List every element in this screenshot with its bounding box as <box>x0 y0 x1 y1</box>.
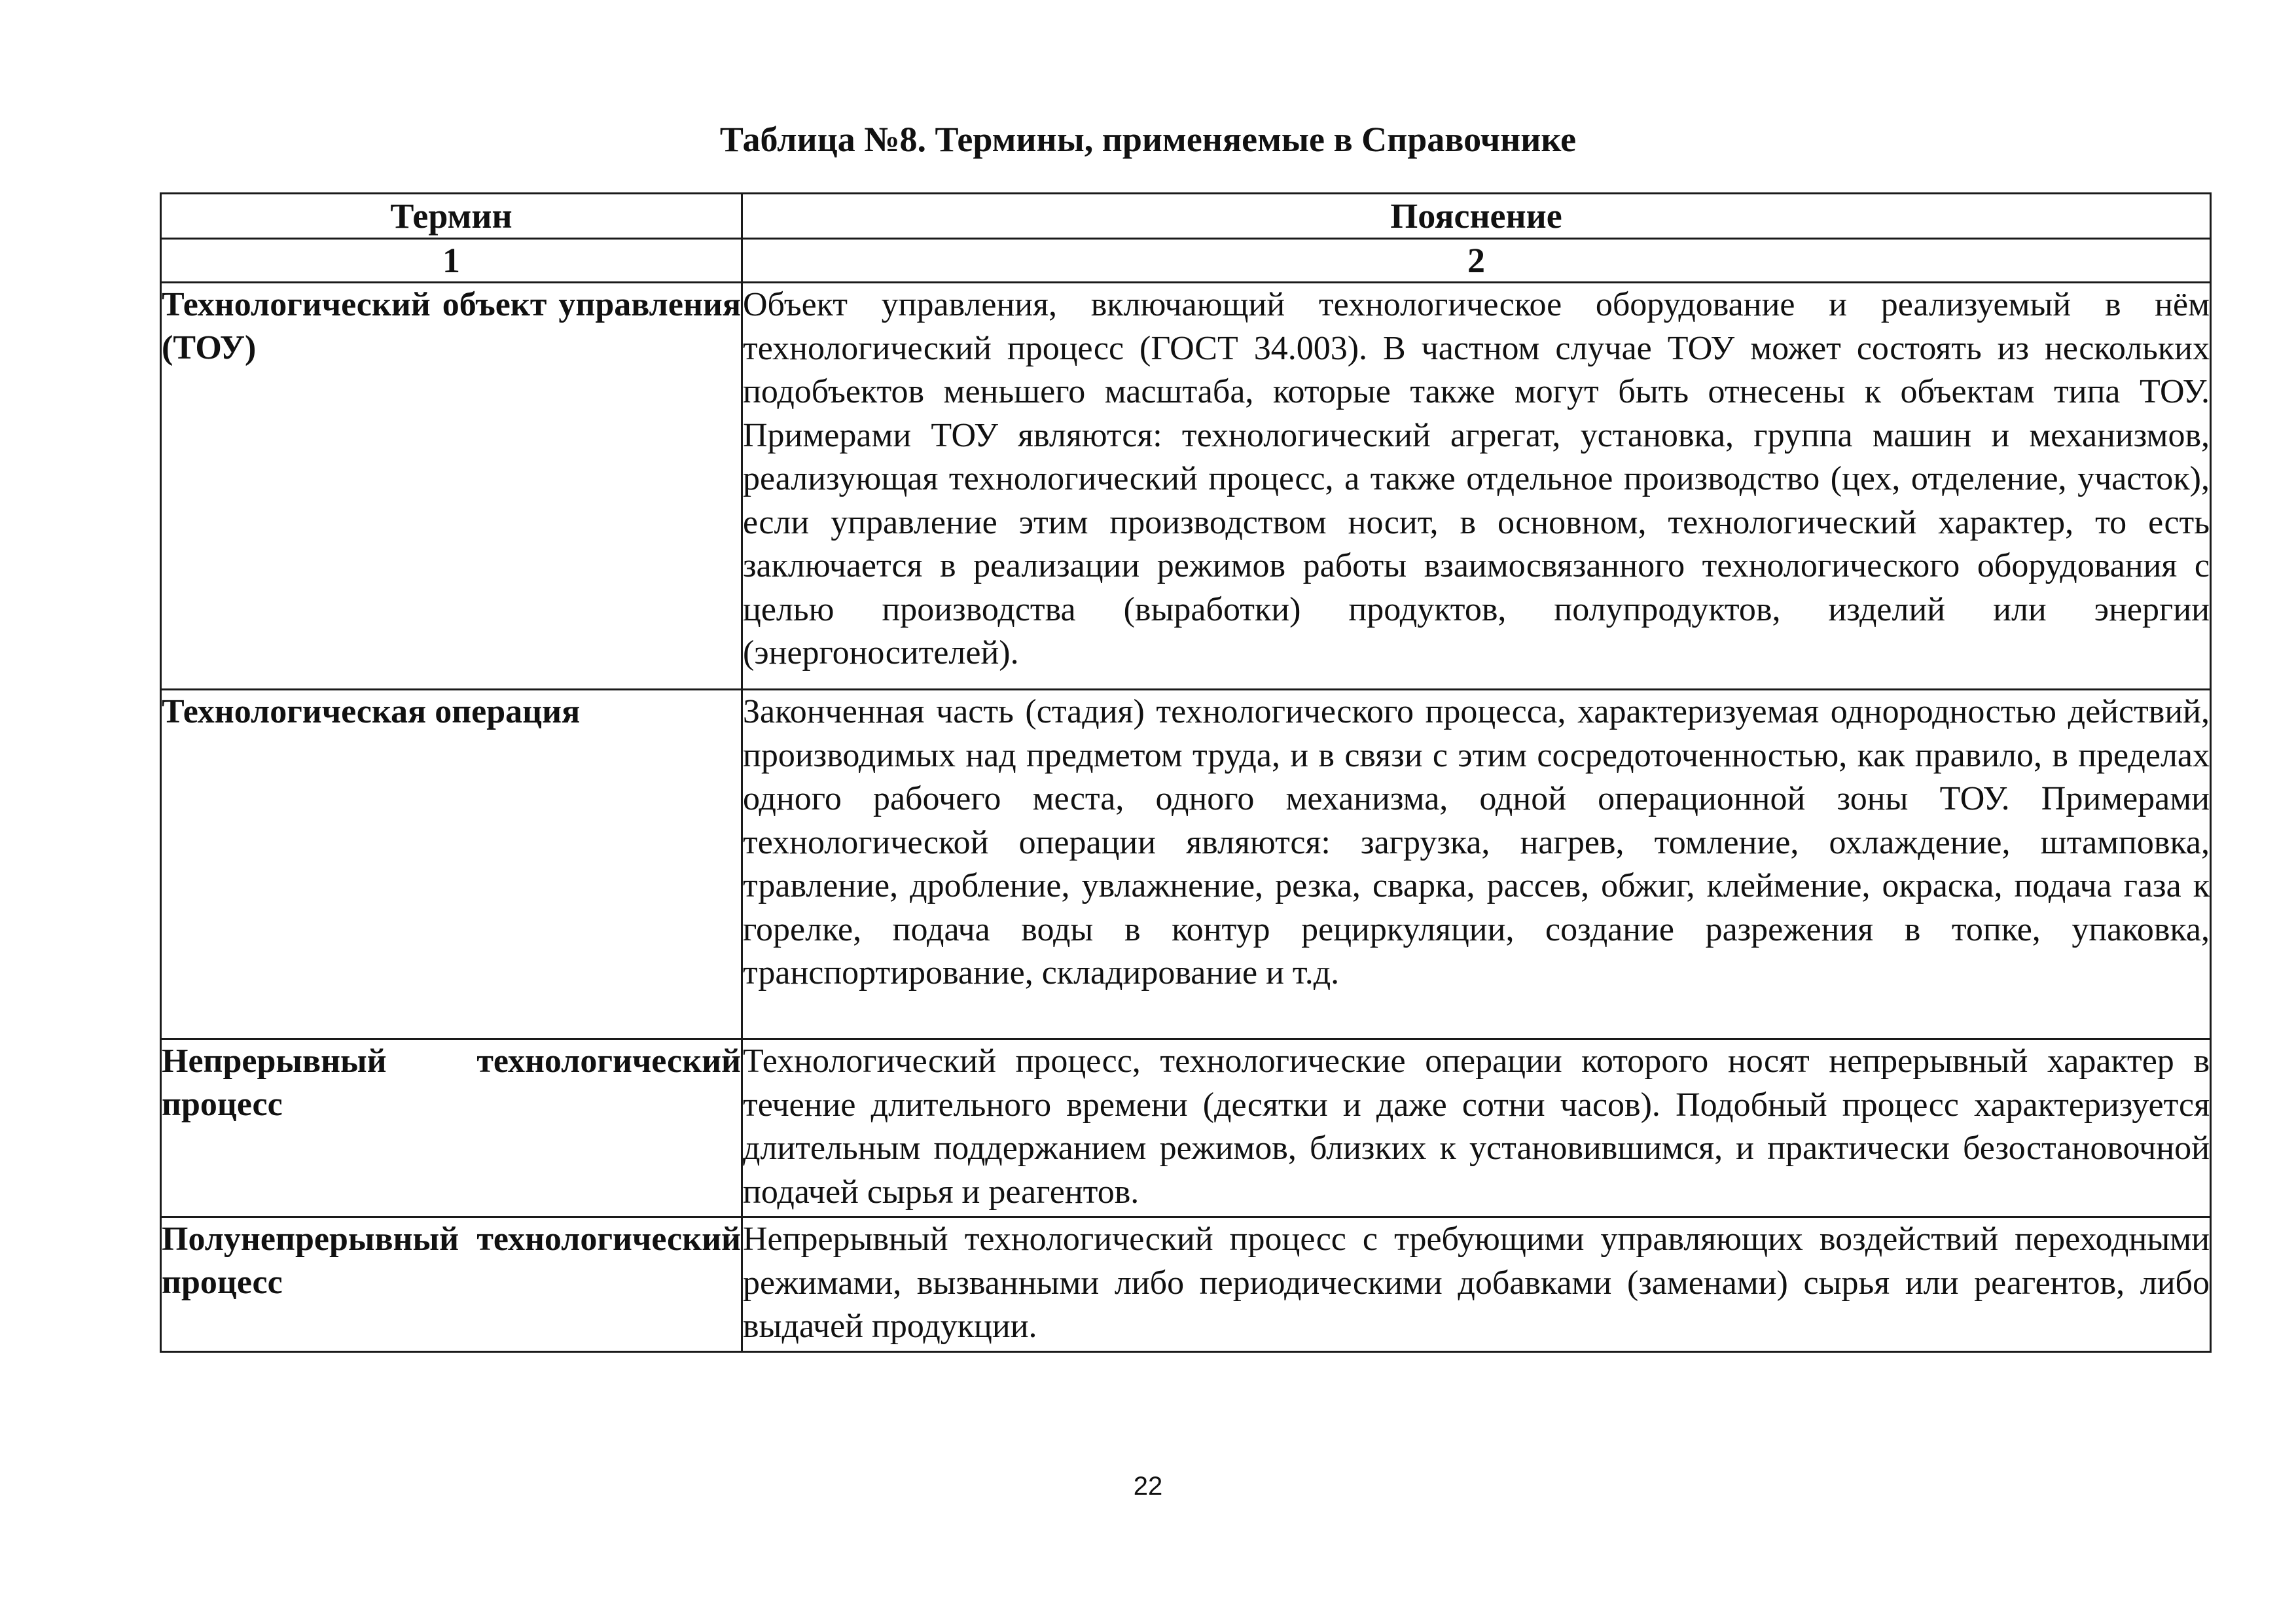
term-cell: Технологический объект управления (ТОУ) <box>161 283 742 690</box>
page-title: Таблица №8. Термины, применяемые в Справочнике <box>719 120 1577 159</box>
table-row <box>161 1039 2211 1217</box>
term-cell: Непрерывный технологический процесс <box>161 1039 742 1217</box>
page-number: 22 <box>1133 1472 1163 1501</box>
explanation-cell: Объект управления, включающий технологическое оборудование и реализуемый в нём технологический процесс (ГОСТ 34.003). В частном случае ТОУ может состоять из нескольких подобъектов меньшего масштаба, которые также могут быть отнесены к объектам типа ТОУ. Примерами ТОУ являются: технологический агрегат, установка, группа машин и механизмов, реализующая технологический процесс, а также отдельное производство (цех, отделение, участок), если управление этим производством носит, в основном, технологический характер, то есть заключается в реализации режимов работы взаимосвязанного технологического оборудования с целью производства (выработки) продуктов, полупродуктов, изделий или энергии (энергоносителей). <box>742 283 2211 690</box>
term-cell: Технологическая операция <box>161 690 742 1039</box>
column-number-row <box>161 239 2211 283</box>
column-number-2: 2 <box>742 239 2211 283</box>
table-row <box>161 283 2211 690</box>
explanation-cell: Технологический процесс, технологические операции которого носят непрерывный характер в течение длительного времени (десятки и даже сотни часов). Подобный процесс характеризуется длительным поддержанием режимов, близких к установившимся, и практически безостановочной подачей сырья и реагентов. <box>742 1039 2211 1217</box>
table-header-row <box>161 194 2211 239</box>
header-term: Термин <box>161 194 742 239</box>
term-cell: Полунепрерывный технологический процесс <box>161 1217 742 1352</box>
explanation-cell: Законченная часть (стадия) технологического процесса, характеризуемая однородностью действий, производимых над предметом труда, и в связи с этим сосредоточенностью, как правило, в пределах одного рабочего места, одного механизма, одной операционной зоны ТОУ. Примерами технологической операции являются: загрузка, нагрев, томление, охлаждение, штамповка, травление, дробление, увлажнение, резка, сварка, рассев, обжиг, клеймение, окраска, подача газа к горелке, подача воды в контур рециркуляции, создание разрежения в топке, упаковка, транспортирование, складирование и т.д. <box>742 690 2211 1039</box>
header-explanation: Пояснение <box>742 194 2211 239</box>
terms-table <box>160 192 2212 1353</box>
column-number-1: 1 <box>161 239 742 283</box>
table-row <box>161 1217 2211 1352</box>
table-row <box>161 690 2211 1039</box>
explanation-cell: Непрерывный технологический процесс с требующими управляющих воздействий переходными режимами, вызванными либо периодическими добавками (заменами) сырья или реагентов, либо выдачей продукции. <box>742 1217 2211 1352</box>
